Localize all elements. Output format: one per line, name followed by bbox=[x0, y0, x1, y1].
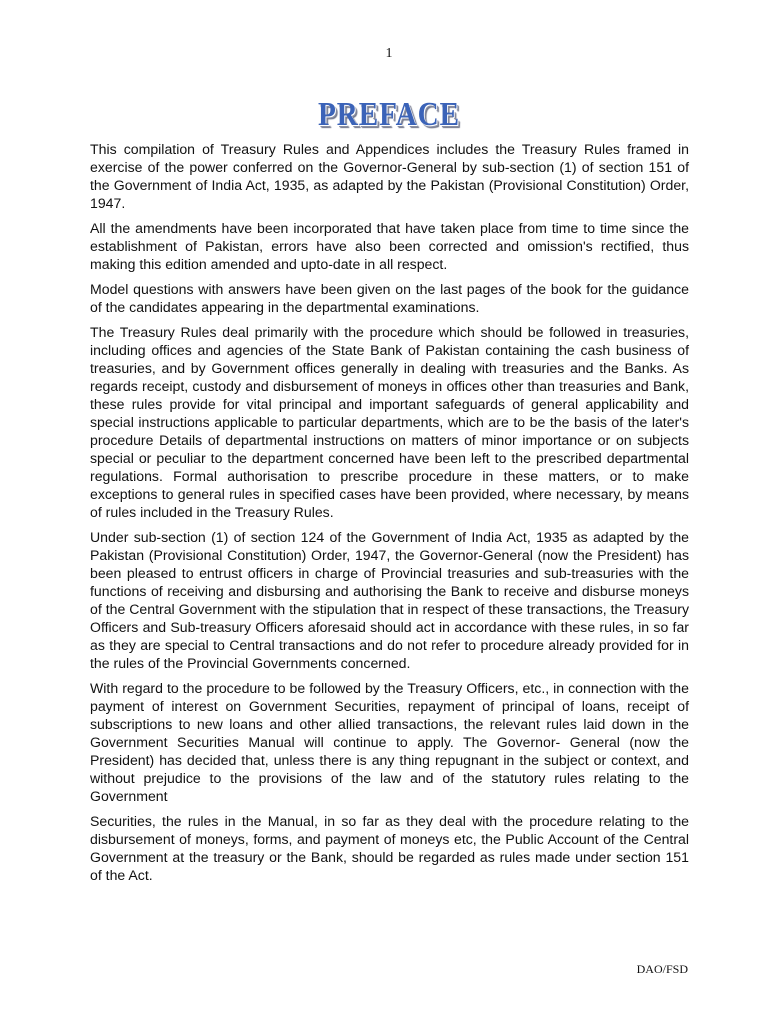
page-number: 1 bbox=[385, 46, 393, 61]
paragraph: Under sub-section (1) of section 124 of the Government of India Act, 1935 as adapted by the Pakistan (Provisional Constitution) Order, 1947, the Governor-General (now the President) has been pleased to entrust officers in charge of Provincial treasuries and sub-treasuries with the functions of receiving and disbursing and authorising the Bank to receive and disburse moneys of the Central Government with the stipulation that in respect of these transactions, the Treasury Officers and Sub-treasury Officers aforesaid should act in accordance with these rules, in so far as they are special to Central transactions and do not refer to procedure already provided for in the rules of the Provincial Governments concerned. bbox=[90, 529, 689, 671]
paragraph: With regard to the procedure to be followed by the Treasury Officers, etc., in connection with the payment of interest on Government Securities, repayment of principal of loans, receipt of subscriptions to new loans and other allied transactions, the relevant rules laid down in the Government Securities Manual will continue to apply. The Governor- General (now the President) has decided that, unless there is any thing repugnant in the subject or context, and without prejudice to the provisions of the law and of the statutory rules relating to the Government bbox=[90, 680, 689, 804]
paragraph: The Treasury Rules deal primarily with the procedure which should be followed in treasuries, including offices and agencies of the State Bank of Pakistan containing the cash business of treasuries, and by Government offices generally in dealing with treasuries and the Banks. As regards receipt, custody and disbursement of moneys in offices other than treasuries and Bank, these rules provide for vital principal and important safeguards of general applicability and special instructions applicable to particular departments, which are to be the basis of the later's procedure Details of departmental instructions on matters of minor importance or on subjects special or peculiar to the department concerned have been left to the prescribed departmental regulations. Formal authorisation to prescribe procedure in these matters, or to make exceptions to general rules in specified cases have been provided, where necessary, by means of rules included in the Treasury Rules. bbox=[90, 324, 689, 520]
page-title: PREFACE bbox=[318, 96, 460, 133]
footer-label: DAO/FSD bbox=[636, 962, 688, 976]
paragraph: Securities, the rules in the Manual, in so far as they deal with the procedure relating to the disbursement of moneys, forms, and payment of moneys etc, the Public Account of the Central Government at the treasury or the Bank, should be regarded as rules made under section 151 of the Act. bbox=[90, 813, 689, 883]
paragraph: All the amendments have been incorporated that have taken place from time to time since the establishment of Pakistan, errors have also been corrected and omission's rectified, thus making this edition amended and upto-date in all respect. bbox=[90, 220, 689, 272]
preface-body bbox=[90, 140, 689, 891]
paragraph: This compilation of Treasury Rules and Appendices includes the Treasury Rules framed in exercise of the power conferred on the Governor-General by sub-section (1) of section 151 of the Government of India Act, 1935, as adapted by the Pakistan (Provisional Constitution) Order, 1947. bbox=[90, 141, 689, 211]
paragraph: Model questions with answers have been given on the last pages of the book for the guidance of the candidates appearing in the departmental examinations. bbox=[90, 281, 689, 315]
